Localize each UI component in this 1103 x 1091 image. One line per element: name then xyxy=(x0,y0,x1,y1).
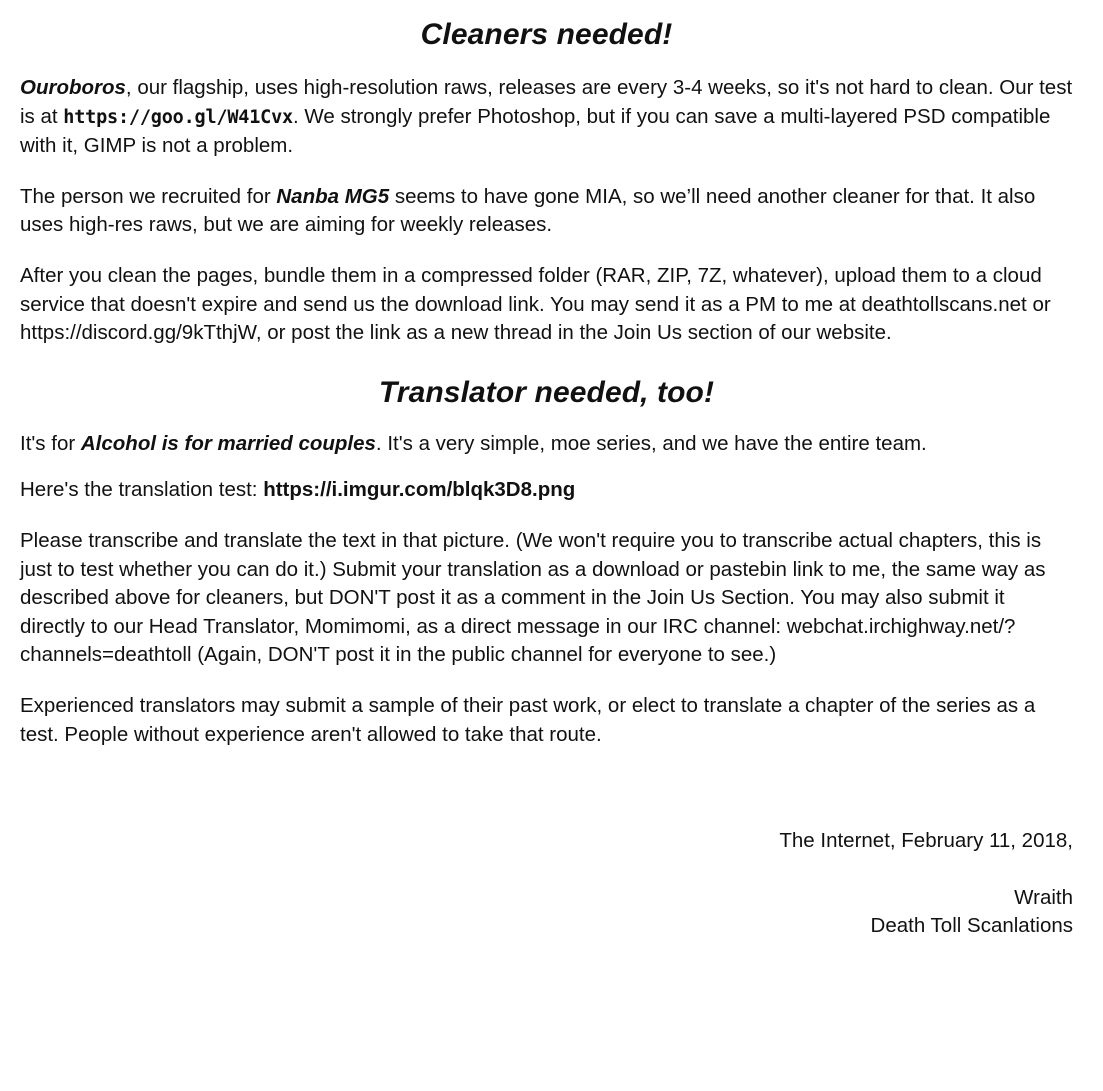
series-name-nanba-mg5: Nanba MG5 xyxy=(276,184,390,208)
cleaners-intro-text-a: , our flagship, uses high-resolution raws, releases are every 3-4 weeks, so it's not hard to clean. Our test is at xyxy=(20,76,1073,128)
paragraph-cleaners-submission: After you clean the pages, bundle them in a compressed folder (RAR, ZIP, 7Z, whatever), upload them to a cloud service that doesn't expire and send us the download link. You may send it as a PM to me at deathtollscans.net or https://discord.gg/9kTthjW, or post the link as a new thread in the Join Us section of our website. xyxy=(20,263,1051,345)
paragraph-experienced-translators: Experienced translators may submit a sample of their past work, or elect to translate a chapter of the series as a test. People without experience aren't allowed to take that route. xyxy=(20,693,1036,746)
paragraph-cleaners-intro xyxy=(20,74,1073,161)
paragraph-translator-series xyxy=(20,430,1073,459)
signature-author: Wraith xyxy=(1014,885,1073,909)
series-name-alcohol-is-for-married-couples: Alcohol is for married couples xyxy=(80,431,376,455)
nanba-text-a: The person we recruited for xyxy=(20,184,277,208)
signature-block xyxy=(20,827,1073,941)
cleaners-test-url: https://goo.gl/W41Cvx xyxy=(63,106,293,128)
translation-test-label: Here's the translation test: xyxy=(20,478,264,502)
paragraph-translation-test-link xyxy=(20,476,1073,505)
paragraph-translator-instructions: Please transcribe and translate the text in that picture. (We won't require you to transcribe actual chapters, this is just to test whether you can do it.) Submit your translation as a download or pastebin link to me, the same way as described above for cleaners, but DON'T post it as a comment in the Join Us Section. You may also submit it directly to our Head Translator, Momimomi, as a direct message in our IRC channel: webchat.irchighway.net/?channels=deathtoll (Again, DON'T post it in the public channel for everyone to see.) xyxy=(20,528,1046,667)
heading-translator-needed: Translator needed, too! xyxy=(378,375,715,409)
translator-text-a: It's for xyxy=(20,431,81,455)
signature-spacer xyxy=(20,856,1073,884)
paragraph-nanba-mg5 xyxy=(20,183,1073,240)
translator-text-b: . It's a very simple, moe series, and we have the entire team. xyxy=(375,431,927,455)
signature-group: Death Toll Scanlations xyxy=(870,914,1073,938)
translation-test-url: https://i.imgur.com/blqk3D8.png xyxy=(263,478,576,502)
cleaners-intro-text-b: . We strongly prefer Photoshop, but if you can save a multi-layered PSD compatible with it, GIMP is not a problem. xyxy=(20,104,1051,158)
series-name-ouroboros: Ouroboros xyxy=(20,76,126,99)
signature-date-line: The Internet, February 11, 2018, xyxy=(779,829,1073,853)
heading-cleaners-needed: Cleaners needed! xyxy=(420,18,673,51)
nanba-text-b: seems to have gone MIA, so we’ll need another cleaner for that. It also uses high-res raws, but we are aiming for weekly releases. xyxy=(20,184,1036,237)
